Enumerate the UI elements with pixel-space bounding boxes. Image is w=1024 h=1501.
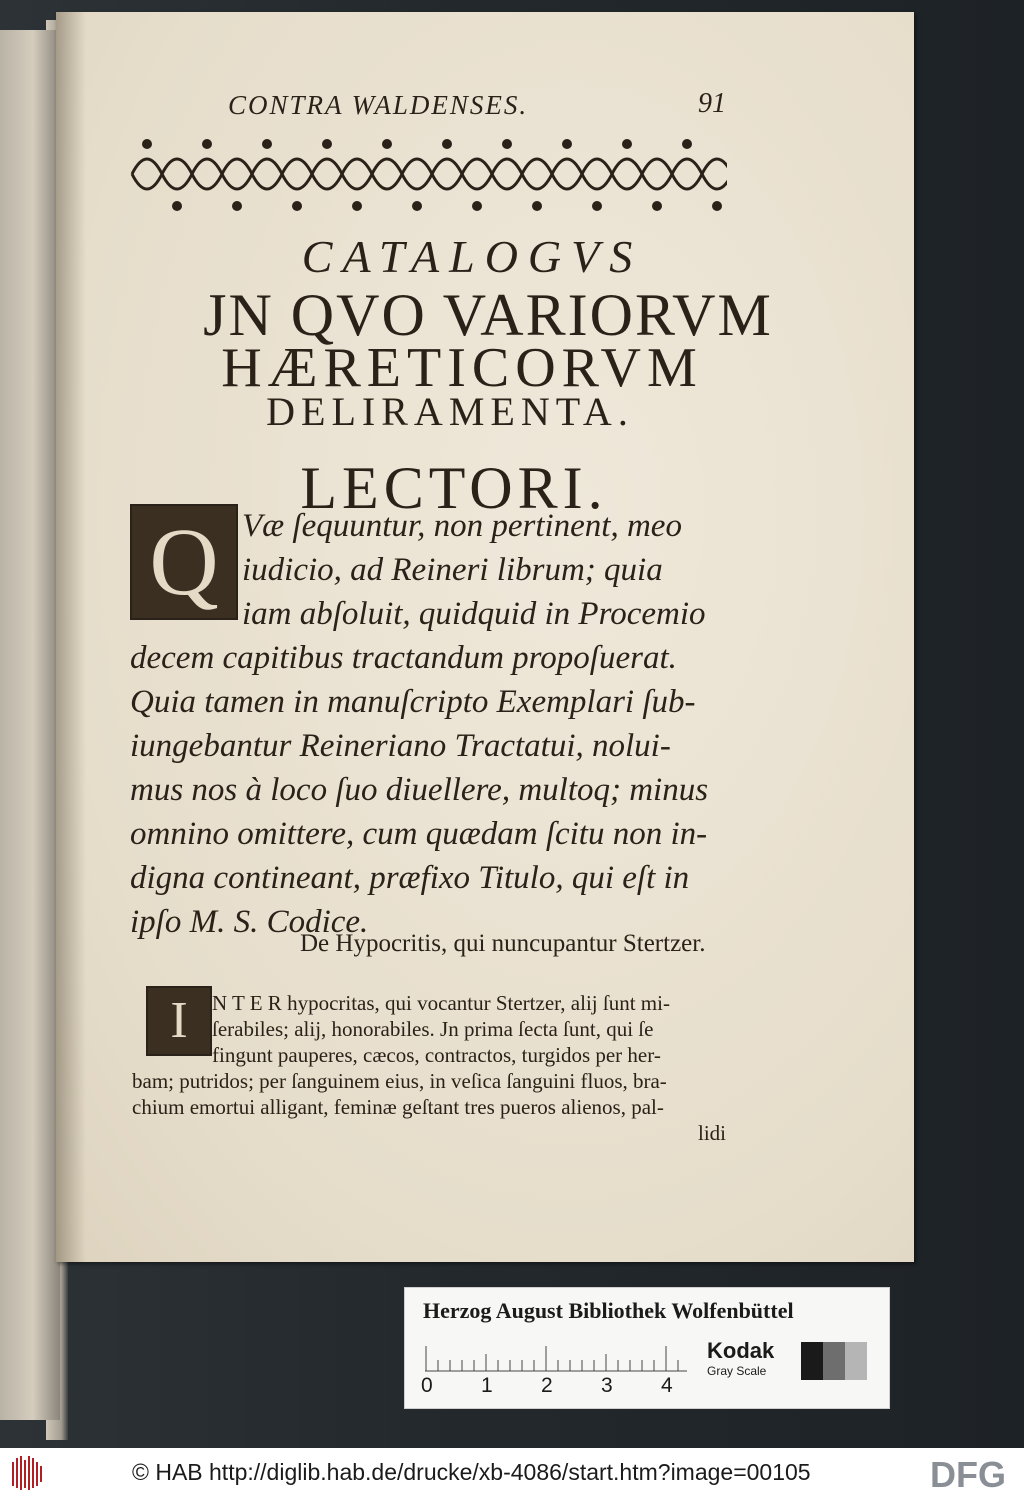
paragraph-line: iudicio, ad Reineri librum; quia [242, 552, 663, 588]
library-label-card [404, 1287, 890, 1409]
gray-patch [823, 1342, 845, 1380]
kodak-label: Kodak [707, 1338, 775, 1363]
gutter-shadow [56, 12, 86, 1262]
ruler-number: 2 [541, 1374, 553, 1397]
decorated-initial-2 [146, 986, 212, 1056]
section-line: chium emortui alligant, feminæ geſtant tres pueros alienos, pal- [132, 1095, 664, 1119]
footer-credit: © HAB http://diglib.hab.de/drucke/xb-4086/start.htm?image=00105 [132, 1459, 811, 1485]
title-line-1: CATALOGVS [301, 231, 643, 282]
paragraph-line: Quia tamen in manuſcripto Exemplari ſub- [130, 684, 696, 720]
section-line: bam; putridos; per ſanguinem eius, in veſica ſanguini fluos, bra- [132, 1069, 667, 1093]
page-number: 91 [698, 88, 726, 119]
hab-barcode-icon [12, 1456, 42, 1490]
paragraph-line: digna contineant, præfixo Titulo, qui eſt in [130, 860, 690, 896]
section-line: lidi [698, 1121, 727, 1145]
gray-patches [801, 1342, 867, 1380]
gray-patch [801, 1342, 823, 1380]
paragraph-line: iungebantur Reineriano Tractatui, nolui- [130, 728, 671, 764]
paragraph-line: omnino omittere, cum quædam ſcitu non in- [130, 816, 708, 852]
ruler-icon [425, 1342, 687, 1372]
section-subheading: De Hypocritis, qui nuncupantur Stertzer. [300, 930, 706, 957]
section-line: N T E R hypocritas, qui vocantur Stertzer, alij ſunt mi- [212, 991, 670, 1015]
footer-bar [0, 1448, 1024, 1501]
decorated-initial-2-letter: I [170, 992, 188, 1049]
title-line-3: HÆRETICORVM [221, 337, 703, 399]
ruler-number: 1 [481, 1374, 493, 1397]
title-line-4: DELIRAMENTA. [266, 389, 634, 434]
running-head: CONTRA WALDENSES. [228, 90, 529, 120]
section-line: fingunt pauperes, cæcos, contractos, turgidos per her- [212, 1043, 661, 1067]
gray-scale-label: Gray Scale [707, 1364, 767, 1378]
paragraph-line: mus nos à loco ſuo diuellere, multoq; minus [130, 772, 709, 808]
library-name: Herzog August Bibliothek Wolfenbüttel [423, 1298, 794, 1323]
dfg-logo-text: DFG [930, 1454, 1006, 1494]
ruler-number: 4 [661, 1374, 673, 1397]
paragraph-line: ipſo M. S. Codice. [130, 904, 369, 940]
section-line: ſerabiles; alij, honorabiles. Jn prima ſecta ſunt, qui ſe [212, 1017, 654, 1041]
decorated-initial [130, 504, 238, 620]
paragraph-line: Væ ſequuntur, non pertinent, meo [242, 508, 682, 544]
lectori-heading: LECTORI. [300, 455, 608, 521]
decorated-initial-letter: Q [149, 508, 219, 615]
paragraph-line: iam abſoluit, quidquid in Procemio [242, 596, 706, 632]
dfg-logo-icon [930, 1454, 1014, 1494]
gray-patch [845, 1342, 867, 1380]
ruler-number: 3 [601, 1374, 613, 1397]
title-line-2: JN QVO VARIORVM [203, 282, 773, 348]
ornament-band-icon [122, 130, 727, 218]
ruler-number: 0 [421, 1374, 433, 1397]
ruler-numbers [421, 1374, 701, 1402]
paragraph-line: decem capitibus tractandum propoſuerat. [130, 640, 677, 676]
